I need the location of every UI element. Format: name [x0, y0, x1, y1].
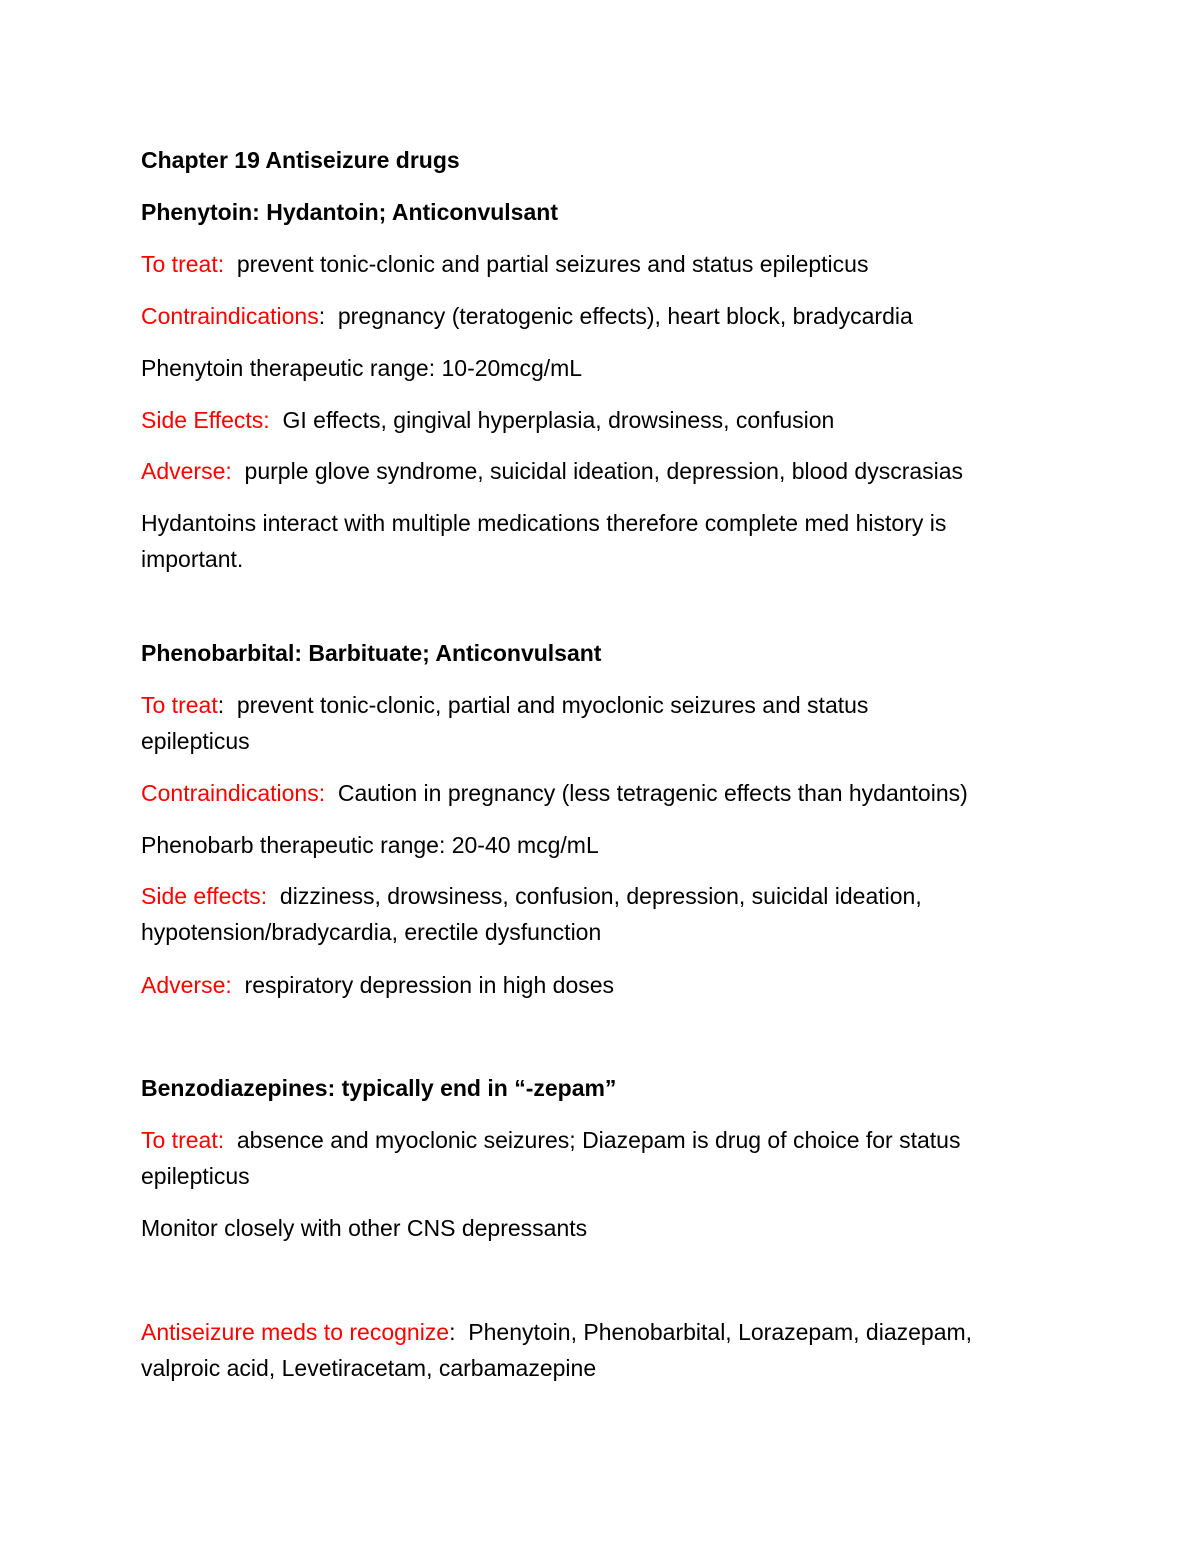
recognize-text: : Phenytoin, Phenobarbital, Lorazepam, diazepam, [449, 1319, 973, 1345]
contraindications-label: Contraindications [141, 303, 319, 329]
recognize-line-2: valproic acid, Levetiracetam, carbamazepine [141, 1355, 597, 1381]
phenobarbital-adverse [141, 967, 1071, 1003]
phenytoin-side-effects [141, 402, 1071, 438]
benzodiazepines-to-treat-line-1 [141, 1122, 1071, 1158]
phenytoin-adverse [141, 453, 1071, 489]
adverse-text: purple glove syndrome, suicidal ideation, depression, blood dyscrasias [231, 458, 964, 484]
side-effects-text: dizziness, drowsiness, confusion, depression, suicidal ideation, [267, 883, 922, 909]
benzodiazepines-monitor: Monitor closely with other CNS depressants [141, 1215, 588, 1241]
contraindications-label: Contraindications: [141, 780, 326, 806]
adverse-text: respiratory depression in high doses [231, 972, 615, 998]
contraindications-text: Caution in pregnancy (less tetragenic effects than hydantoins) [325, 780, 968, 806]
side-effects-label: Side effects: [141, 883, 268, 909]
side-effects-label: Side Effects: [141, 407, 270, 433]
phenobarbital-to-treat-line-2: epilepticus [141, 728, 250, 754]
to-treat-text: absence and myoclonic seizures; Diazepam is drug of choice for status [224, 1127, 961, 1153]
phenytoin-contraindications [141, 298, 1071, 334]
to-treat-label: To treat [141, 692, 218, 718]
phenobarbital-contraindications [141, 775, 1071, 811]
to-treat-label: To treat: [141, 251, 225, 277]
to-treat-text: : prevent tonic-clonic, partial and myoclonic seizures and status [217, 692, 869, 718]
adverse-label: Adverse: [141, 458, 232, 484]
phenobarbital-side-effects-line-1 [141, 878, 1071, 914]
phenobarbital-to-treat-line-1 [141, 687, 1071, 723]
side-effects-text: GI effects, gingival hyperplasia, drowsiness, confusion [269, 407, 835, 433]
benzodiazepines-to-treat-line-2: epilepticus [141, 1163, 250, 1189]
phenytoin-note-line-2: important. [141, 546, 244, 572]
phenytoin-to-treat [141, 246, 1071, 282]
adverse-label: Adverse: [141, 972, 232, 998]
phenobarbital-side-effects-line-2: hypotension/bradycardia, erectile dysfunction [141, 919, 602, 945]
contraindications-text: : pregnancy (teratogenic effects), heart block, bradycardia [318, 303, 913, 329]
to-treat-text: prevent tonic-clonic and partial seizures and status epilepticus [224, 251, 869, 277]
phenobarbital-heading: Phenobarbital: Barbituate; Anticonvulsant [141, 640, 602, 666]
phenobarbital-therapeutic-range: Phenobarb therapeutic range: 20-40 mcg/mL [141, 832, 599, 858]
recognize-label: Antiseizure meds to recognize [141, 1319, 450, 1345]
to-treat-label: To treat: [141, 1127, 225, 1153]
phenytoin-note-line-1: Hydantoins interact with multiple medications therefore complete med history is [141, 510, 947, 536]
recognize-line-1 [141, 1314, 1071, 1350]
benzodiazepines-heading: Benzodiazepines: typically end in “-zepam” [141, 1075, 617, 1101]
phenytoin-therapeutic-range: Phenytoin therapeutic range: 10-20mcg/mL [141, 355, 583, 381]
phenytoin-heading: Phenytoin: Hydantoin; Anticonvulsant [141, 199, 558, 225]
chapter-title: Chapter 19 Antiseizure drugs [141, 147, 460, 173]
